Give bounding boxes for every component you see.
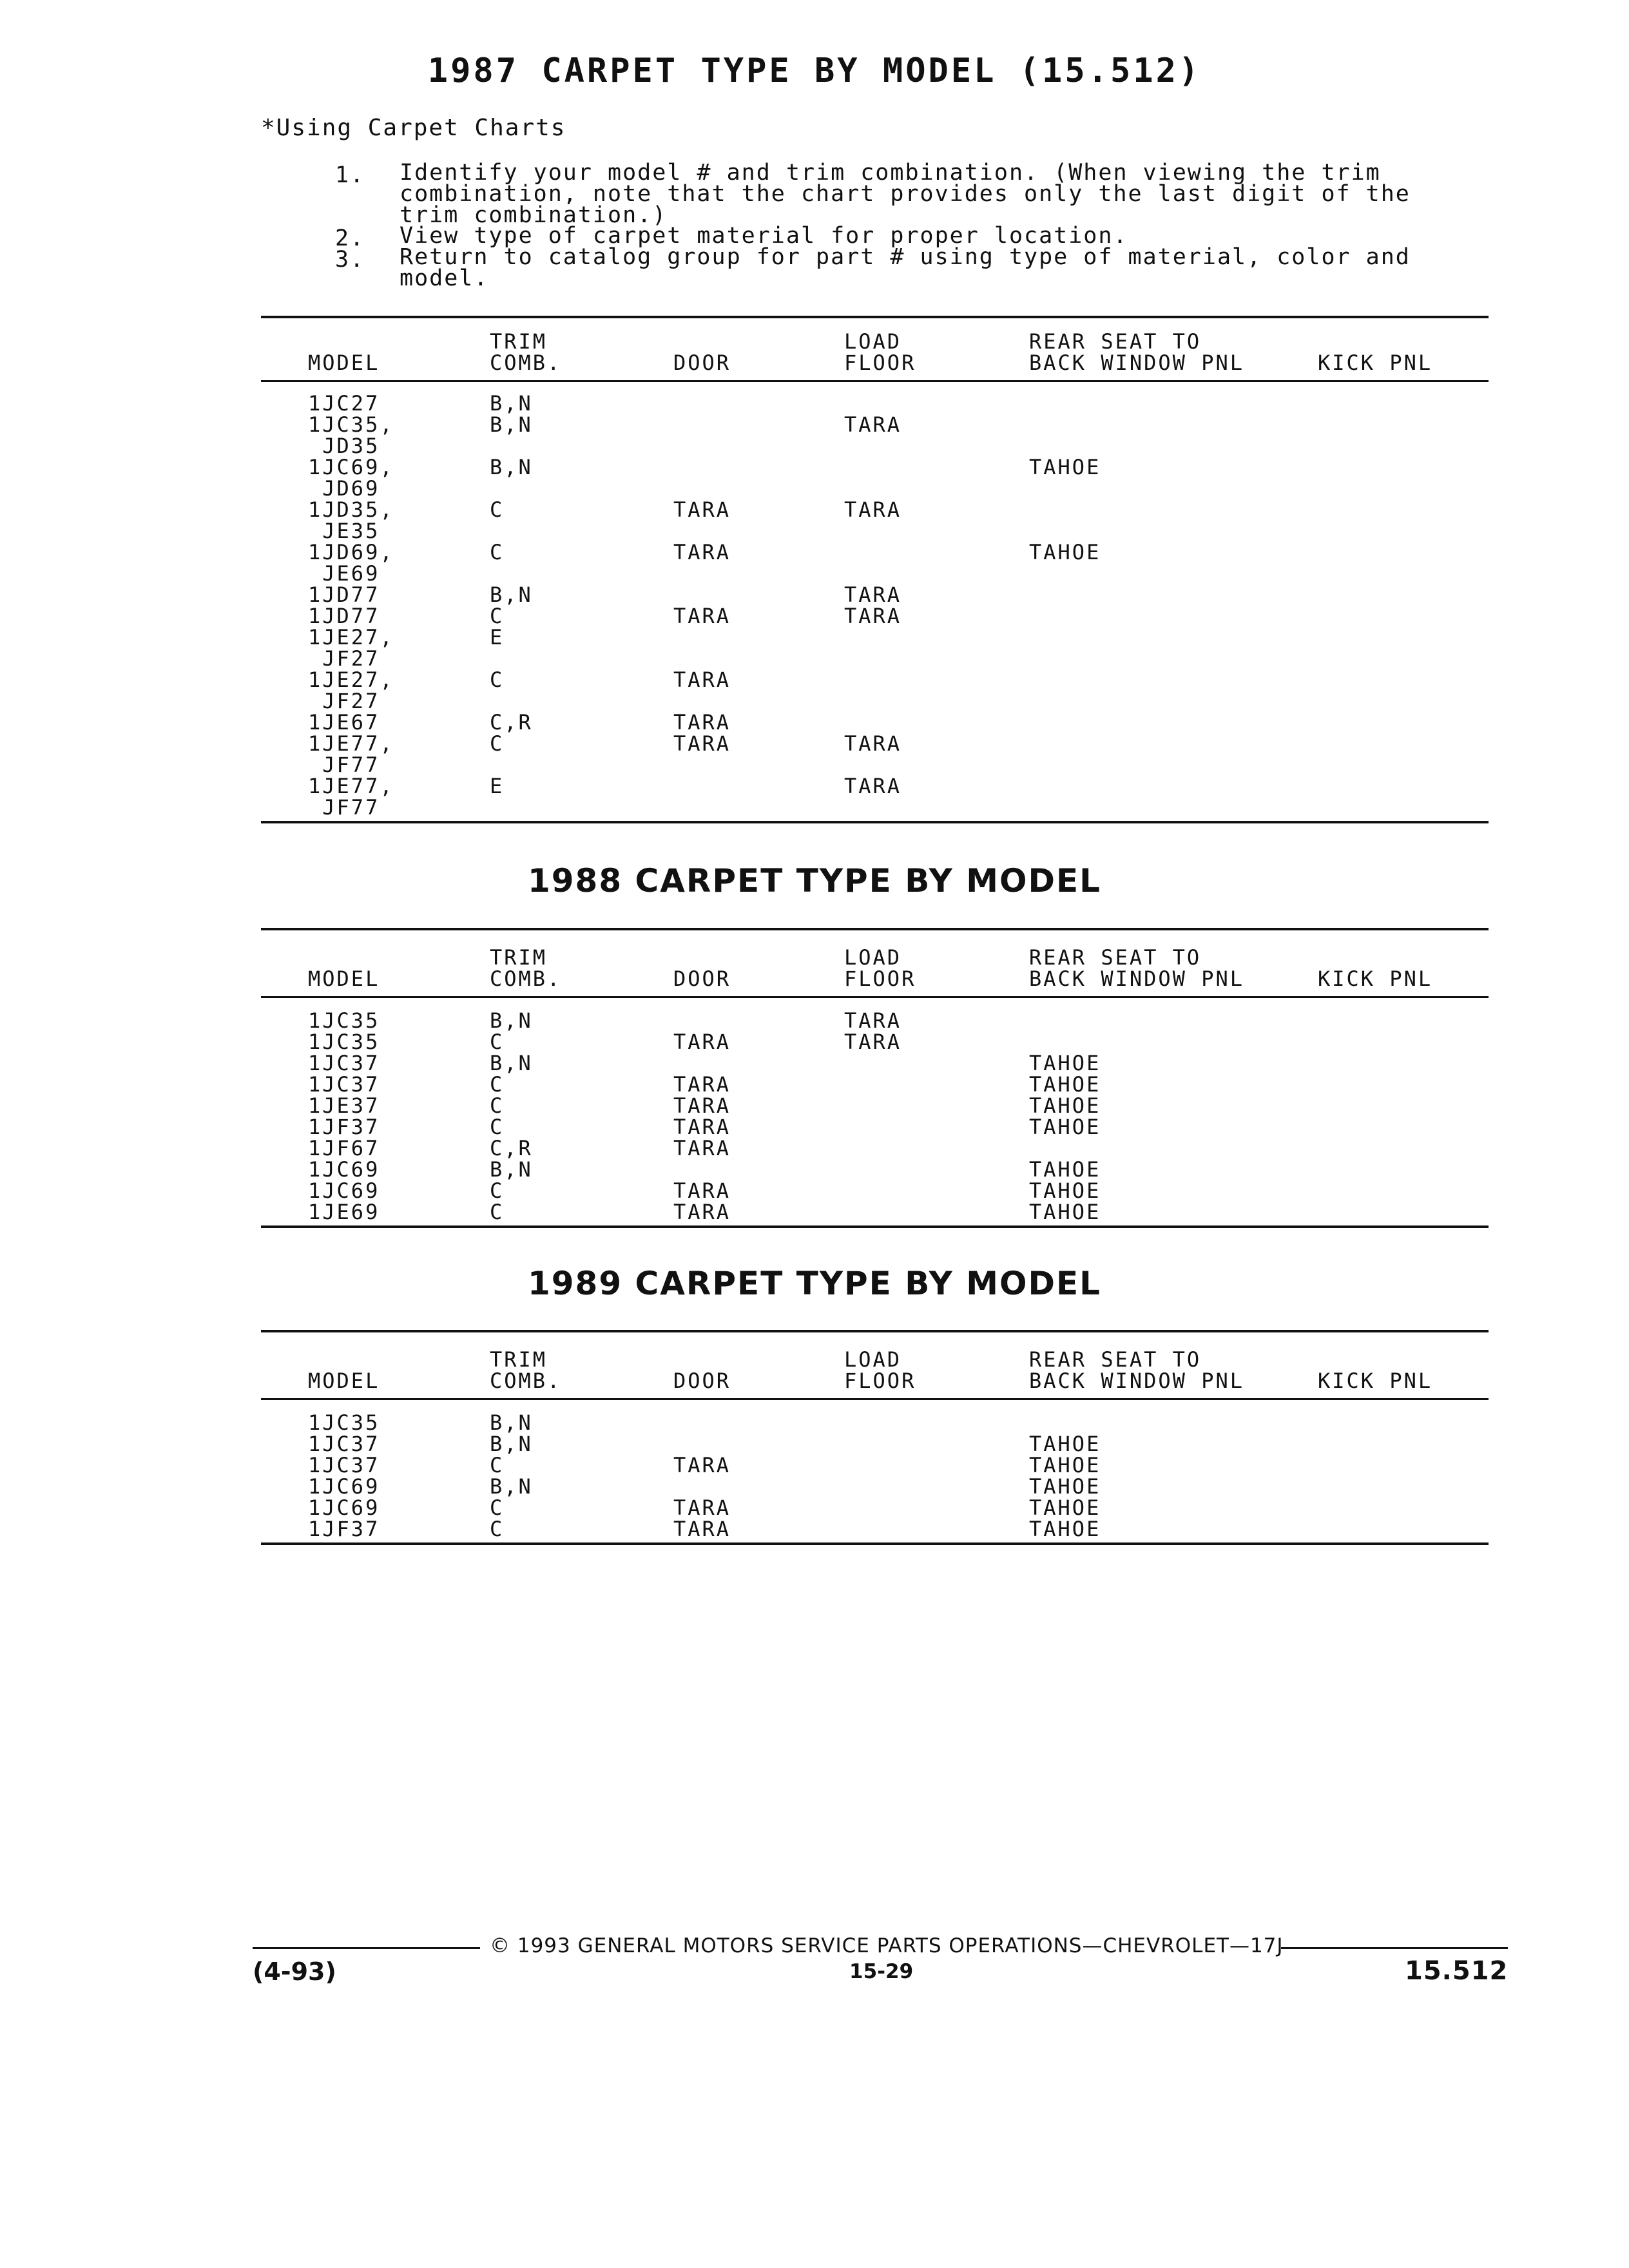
load-floor-cell: TARA [844, 582, 902, 607]
trim-cell: C,R [490, 1136, 533, 1160]
load-floor-header: FLOOR [844, 1369, 916, 1393]
trim-cell: C [490, 540, 505, 564]
model-cell: 1JC27 [308, 391, 380, 416]
table-top-rule [261, 928, 1489, 930]
rear-seat-header: BACK WINDOW PNL [1029, 1369, 1244, 1393]
model-cell: 1JE37 [308, 1093, 380, 1118]
model-cell: 1JC35 [308, 1030, 380, 1054]
trim-cell: C [490, 1115, 505, 1139]
door-cell: TARA [673, 604, 731, 628]
model-cell: 1JC37 [308, 1453, 380, 1477]
rear-seat-cell: TAHOE [1029, 455, 1101, 479]
model-cell: 1JD77 [308, 604, 380, 628]
table-bottom-rule [261, 821, 1489, 823]
door-cell: TARA [673, 1453, 731, 1477]
footer-copyright: © 1993 GENERAL MOTORS SERVICE PARTS OPERATIONS—CHEVROLET—17J [490, 1934, 1284, 1957]
model-header: MODEL [308, 351, 380, 375]
model-cell: JD35 [308, 434, 380, 458]
door-header: DOOR [673, 351, 731, 375]
door-header: DOOR [673, 966, 731, 991]
load-floor-cell: TARA [844, 774, 902, 798]
door-cell: TARA [673, 1030, 731, 1054]
model-cell: 1JC35, [308, 412, 394, 437]
rear-seat-header: REAR SEAT TO [1029, 329, 1202, 354]
step-text-line: Return to catalog group for part # using type of material, color and [400, 244, 1411, 270]
load-floor-header: FLOOR [844, 966, 916, 991]
table-header-rule [261, 996, 1489, 998]
trim-cell: C [490, 731, 505, 756]
model-cell: 1JE69 [308, 1200, 380, 1224]
footer-date: (4-93) [253, 1957, 336, 1986]
model-cell: 1JC35 [308, 1410, 380, 1435]
rear-seat-cell: TAHOE [1029, 1115, 1101, 1139]
model-cell: 1JF37 [308, 1115, 380, 1139]
rear-seat-cell: TAHOE [1029, 1453, 1101, 1477]
model-cell: 1JC69 [308, 1178, 380, 1203]
footer-section-number: 15.512 [1405, 1956, 1509, 1986]
step-text-line: Identify your model # and trim combination. (When viewing the trim [400, 160, 1381, 186]
trim-comb-header: COMB. [490, 1369, 562, 1393]
trim-cell: C [490, 668, 505, 692]
model-cell: JE35 [308, 519, 380, 543]
model-cell: JF77 [308, 753, 380, 777]
model-cell: 1JC35 [308, 1008, 380, 1033]
load-floor-header: FLOOR [844, 351, 916, 375]
door-cell: TARA [673, 497, 731, 522]
model-cell: JE69 [308, 561, 380, 586]
section-title: 1988 CARPET TYPE BY MODEL [527, 862, 1102, 899]
step-number: 3. [335, 247, 365, 273]
trim-cell: C [490, 1030, 505, 1054]
trim-cell: B,N [490, 1008, 533, 1033]
page-title: 1987 CARPET TYPE BY MODEL (15.512) [427, 52, 1202, 90]
rear-seat-cell: TAHOE [1029, 1474, 1101, 1499]
model-cell: JF27 [308, 646, 380, 671]
model-cell: 1JF37 [308, 1517, 380, 1541]
trim-cell: B,N [490, 412, 533, 437]
trim-cell: B,N [490, 1157, 533, 1182]
trim-comb-header: TRIM [490, 1347, 548, 1372]
trim-cell: C [490, 1093, 505, 1118]
load-floor-cell: TARA [844, 497, 902, 522]
door-cell: TARA [673, 668, 731, 692]
door-cell: TARA [673, 1115, 731, 1139]
rear-seat-header: REAR SEAT TO [1029, 1347, 1202, 1372]
model-cell: 1JD69, [308, 540, 394, 564]
trim-cell: C,R [490, 710, 533, 735]
model-header: MODEL [308, 966, 380, 991]
footer-page-number: 15-29 [849, 1960, 914, 1983]
trim-comb-header: COMB. [490, 966, 562, 991]
kick-pnl-header: KICK PNL [1318, 966, 1433, 991]
trim-comb-header: COMB. [490, 351, 562, 375]
load-floor-header: LOAD [844, 945, 902, 970]
model-cell: 1JE27, [308, 668, 394, 692]
model-cell: 1JF67 [308, 1136, 380, 1160]
door-cell: TARA [673, 1093, 731, 1118]
model-header: MODEL [308, 1369, 380, 1393]
model-cell: 1JC37 [308, 1072, 380, 1097]
trim-cell: B,N [490, 1474, 533, 1499]
step-text-line: View type of carpet material for proper location. [400, 223, 1128, 249]
door-cell: TARA [673, 1178, 731, 1203]
model-cell: JD69 [308, 476, 380, 501]
rear-seat-cell: TAHOE [1029, 1178, 1101, 1203]
trim-cell: C [490, 1072, 505, 1097]
load-floor-header: LOAD [844, 1347, 902, 1372]
rear-seat-cell: TAHOE [1029, 1517, 1101, 1541]
kick-pnl-header: KICK PNL [1318, 351, 1433, 375]
model-cell: 1JE67 [308, 710, 380, 735]
rear-seat-header: REAR SEAT TO [1029, 945, 1202, 970]
table-bottom-rule [261, 1542, 1489, 1545]
door-cell: TARA [673, 1495, 731, 1520]
trim-cell: B,N [490, 1432, 533, 1456]
kick-pnl-header: KICK PNL [1318, 1369, 1433, 1393]
step-text-line: model. [400, 265, 489, 291]
trim-cell: B,N [490, 582, 533, 607]
trim-cell: E [490, 774, 505, 798]
rear-seat-cell: TAHOE [1029, 1051, 1101, 1075]
trim-cell: E [490, 625, 505, 649]
door-cell: TARA [673, 1072, 731, 1097]
trim-comb-header: TRIM [490, 329, 548, 354]
footer-rule-right [1281, 1947, 1508, 1949]
trim-cell: C [490, 1200, 505, 1224]
table-header-rule [261, 380, 1489, 382]
rear-seat-cell: TAHOE [1029, 540, 1101, 564]
model-cell: 1JD77 [308, 582, 380, 607]
model-cell: JF27 [308, 689, 380, 713]
trim-cell: B,N [490, 1051, 533, 1075]
section-title: 1989 CARPET TYPE BY MODEL [527, 1265, 1102, 1302]
door-cell: TARA [673, 710, 731, 735]
rear-seat-cell: TAHOE [1029, 1495, 1101, 1520]
rear-seat-header: BACK WINDOW PNL [1029, 966, 1244, 991]
load-floor-cell: TARA [844, 412, 902, 437]
door-cell: TARA [673, 1517, 731, 1541]
trim-cell: B,N [490, 1410, 533, 1435]
load-floor-cell: TARA [844, 1008, 902, 1033]
trim-cell: C [490, 497, 505, 522]
rear-seat-cell: TAHOE [1029, 1093, 1101, 1118]
door-cell: TARA [673, 1200, 731, 1224]
table-top-rule [261, 1330, 1489, 1332]
model-cell: 1JC37 [308, 1432, 380, 1456]
trim-cell: B,N [490, 455, 533, 479]
door-cell: TARA [673, 540, 731, 564]
door-header: DOOR [673, 1369, 731, 1393]
rear-seat-cell: TAHOE [1029, 1072, 1101, 1097]
load-floor-cell: TARA [844, 731, 902, 756]
table-header-rule [261, 1398, 1489, 1400]
trim-comb-header: TRIM [490, 945, 548, 970]
model-cell: JF77 [308, 795, 380, 820]
model-cell: 1JC69 [308, 1474, 380, 1499]
trim-cell: B,N [490, 391, 533, 416]
table-top-rule [261, 316, 1489, 318]
load-floor-cell: TARA [844, 1030, 902, 1054]
rear-seat-cell: TAHOE [1029, 1432, 1101, 1456]
model-cell: 1JE77, [308, 731, 394, 756]
trim-cell: C [490, 1178, 505, 1203]
model-cell: 1JC37 [308, 1051, 380, 1075]
rear-seat-header: BACK WINDOW PNL [1029, 351, 1244, 375]
step-text-line: trim combination.) [400, 202, 668, 228]
trim-cell: C [490, 604, 505, 628]
table-bottom-rule [261, 1225, 1489, 1228]
model-cell: 1JE77, [308, 774, 394, 798]
rear-seat-cell: TAHOE [1029, 1157, 1101, 1182]
step-number: 1. [335, 162, 365, 188]
door-cell: TARA [673, 731, 731, 756]
model-cell: 1JE27, [308, 625, 394, 649]
footer-rule-left [253, 1947, 480, 1949]
step-number: 2. [335, 226, 365, 251]
intro-text: *Using Carpet Charts [261, 115, 566, 141]
load-floor-cell: TARA [844, 604, 902, 628]
step-text-line: combination, note that the chart provides only the last digit of the [400, 181, 1411, 207]
model-cell: 1JC69, [308, 455, 394, 479]
door-cell: TARA [673, 1136, 731, 1160]
trim-cell: C [490, 1495, 505, 1520]
model-cell: 1JD35, [308, 497, 394, 522]
rear-seat-cell: TAHOE [1029, 1200, 1101, 1224]
trim-cell: C [490, 1453, 505, 1477]
model-cell: 1JC69 [308, 1157, 380, 1182]
load-floor-header: LOAD [844, 329, 902, 354]
model-cell: 1JC69 [308, 1495, 380, 1520]
trim-cell: C [490, 1517, 505, 1541]
